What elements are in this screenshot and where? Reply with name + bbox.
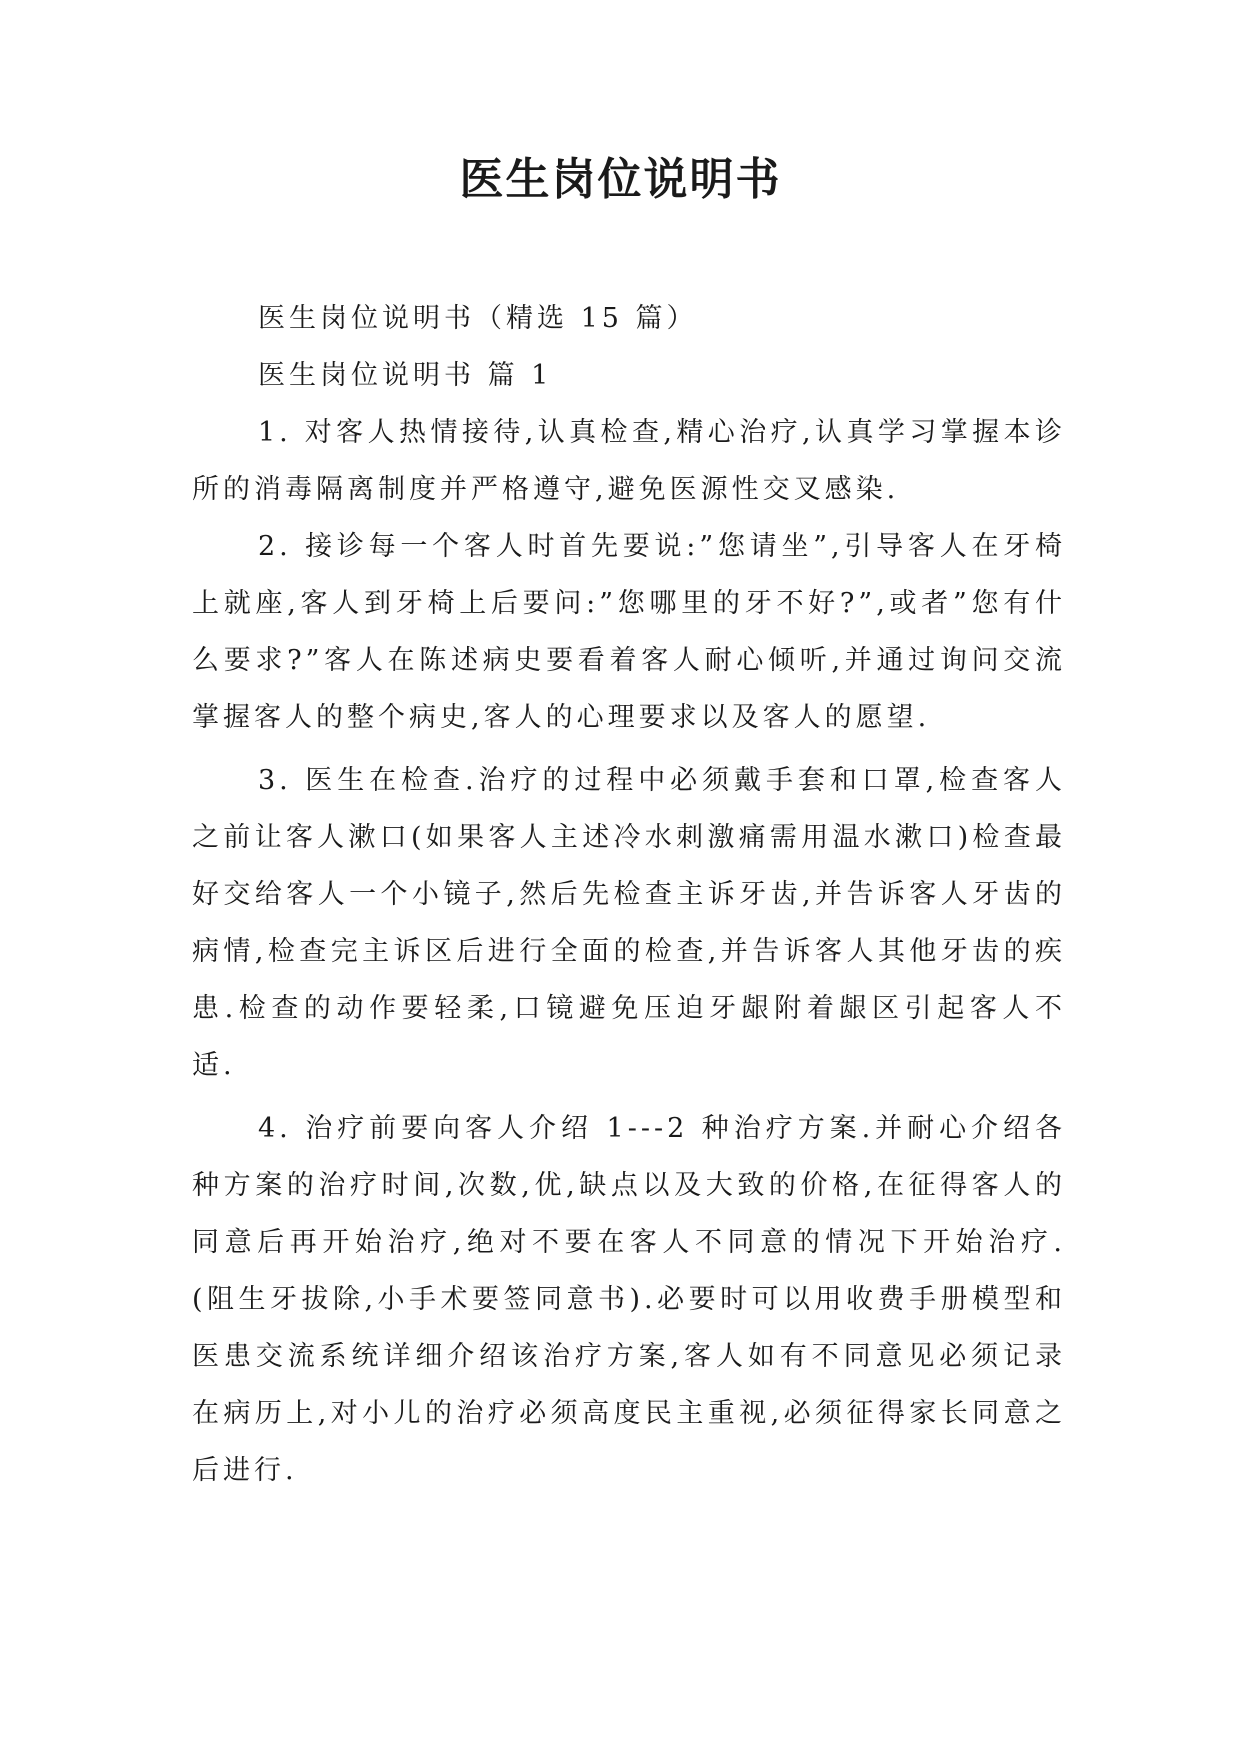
paragraph-4: 4. 治疗前要向客人介绍 1---2 种治疗方案.并耐心介绍各种方案的治疗时间,次数,优,缺点以及大致的价格,在征得客人的同意后再开始治疗,绝对不要在客人不同意的情况下开始治疗.(阻生牙拔除,小手术要签同意书).必要时可以用收费手册模型和医患交流系统详细介绍该治疗方案,客人如有不同意见必须记录在病历上,对小儿的治疗必须高度民主重视,必须征得家长同意之后进行. bbox=[192, 1113, 1066, 1486]
paragraph-3: 3. 医生在检查.治疗的过程中必须戴手套和口罩,检查客人之前让客人漱口(如果客人主述冷水刺激痛需用温水漱口)检查最好交给客人一个小镜子,然后先检查主诉牙齿,并告诉客人牙齿的病情,检查完主诉区后进行全面的检查,并告诉客人其他牙齿的疾患.检查的动作要轻柔,口镜避免压迫牙龈附着龈区引起客人不适. bbox=[192, 765, 1066, 1081]
paragraph-1: 1. 对客人热情接待,认真检查,精心治疗,认真学习掌握本诊所的消毒隔离制度并严格遵守,避免医源性交叉感染. bbox=[192, 417, 1066, 505]
paragraph-2: 2. 接诊每一个客人时首先要说:”您请坐”,引导客人在牙椅上就座,客人到牙椅上后要问:”您哪里的牙不好?”,或者”您有什么要求?”客人在陈述病史要看着客人耐心倾听,并通过询问交流掌握客人的整个病史,客人的心理要求以及客人的愿望. bbox=[192, 531, 1066, 733]
document-body bbox=[192, 290, 1066, 1499]
document-subtitle: 医生岗位说明书（精选 15 篇） bbox=[258, 303, 698, 334]
page-title: 医生岗位说明书 bbox=[459, 154, 782, 205]
section-heading: 医生岗位说明书 篇 1 bbox=[258, 360, 553, 391]
